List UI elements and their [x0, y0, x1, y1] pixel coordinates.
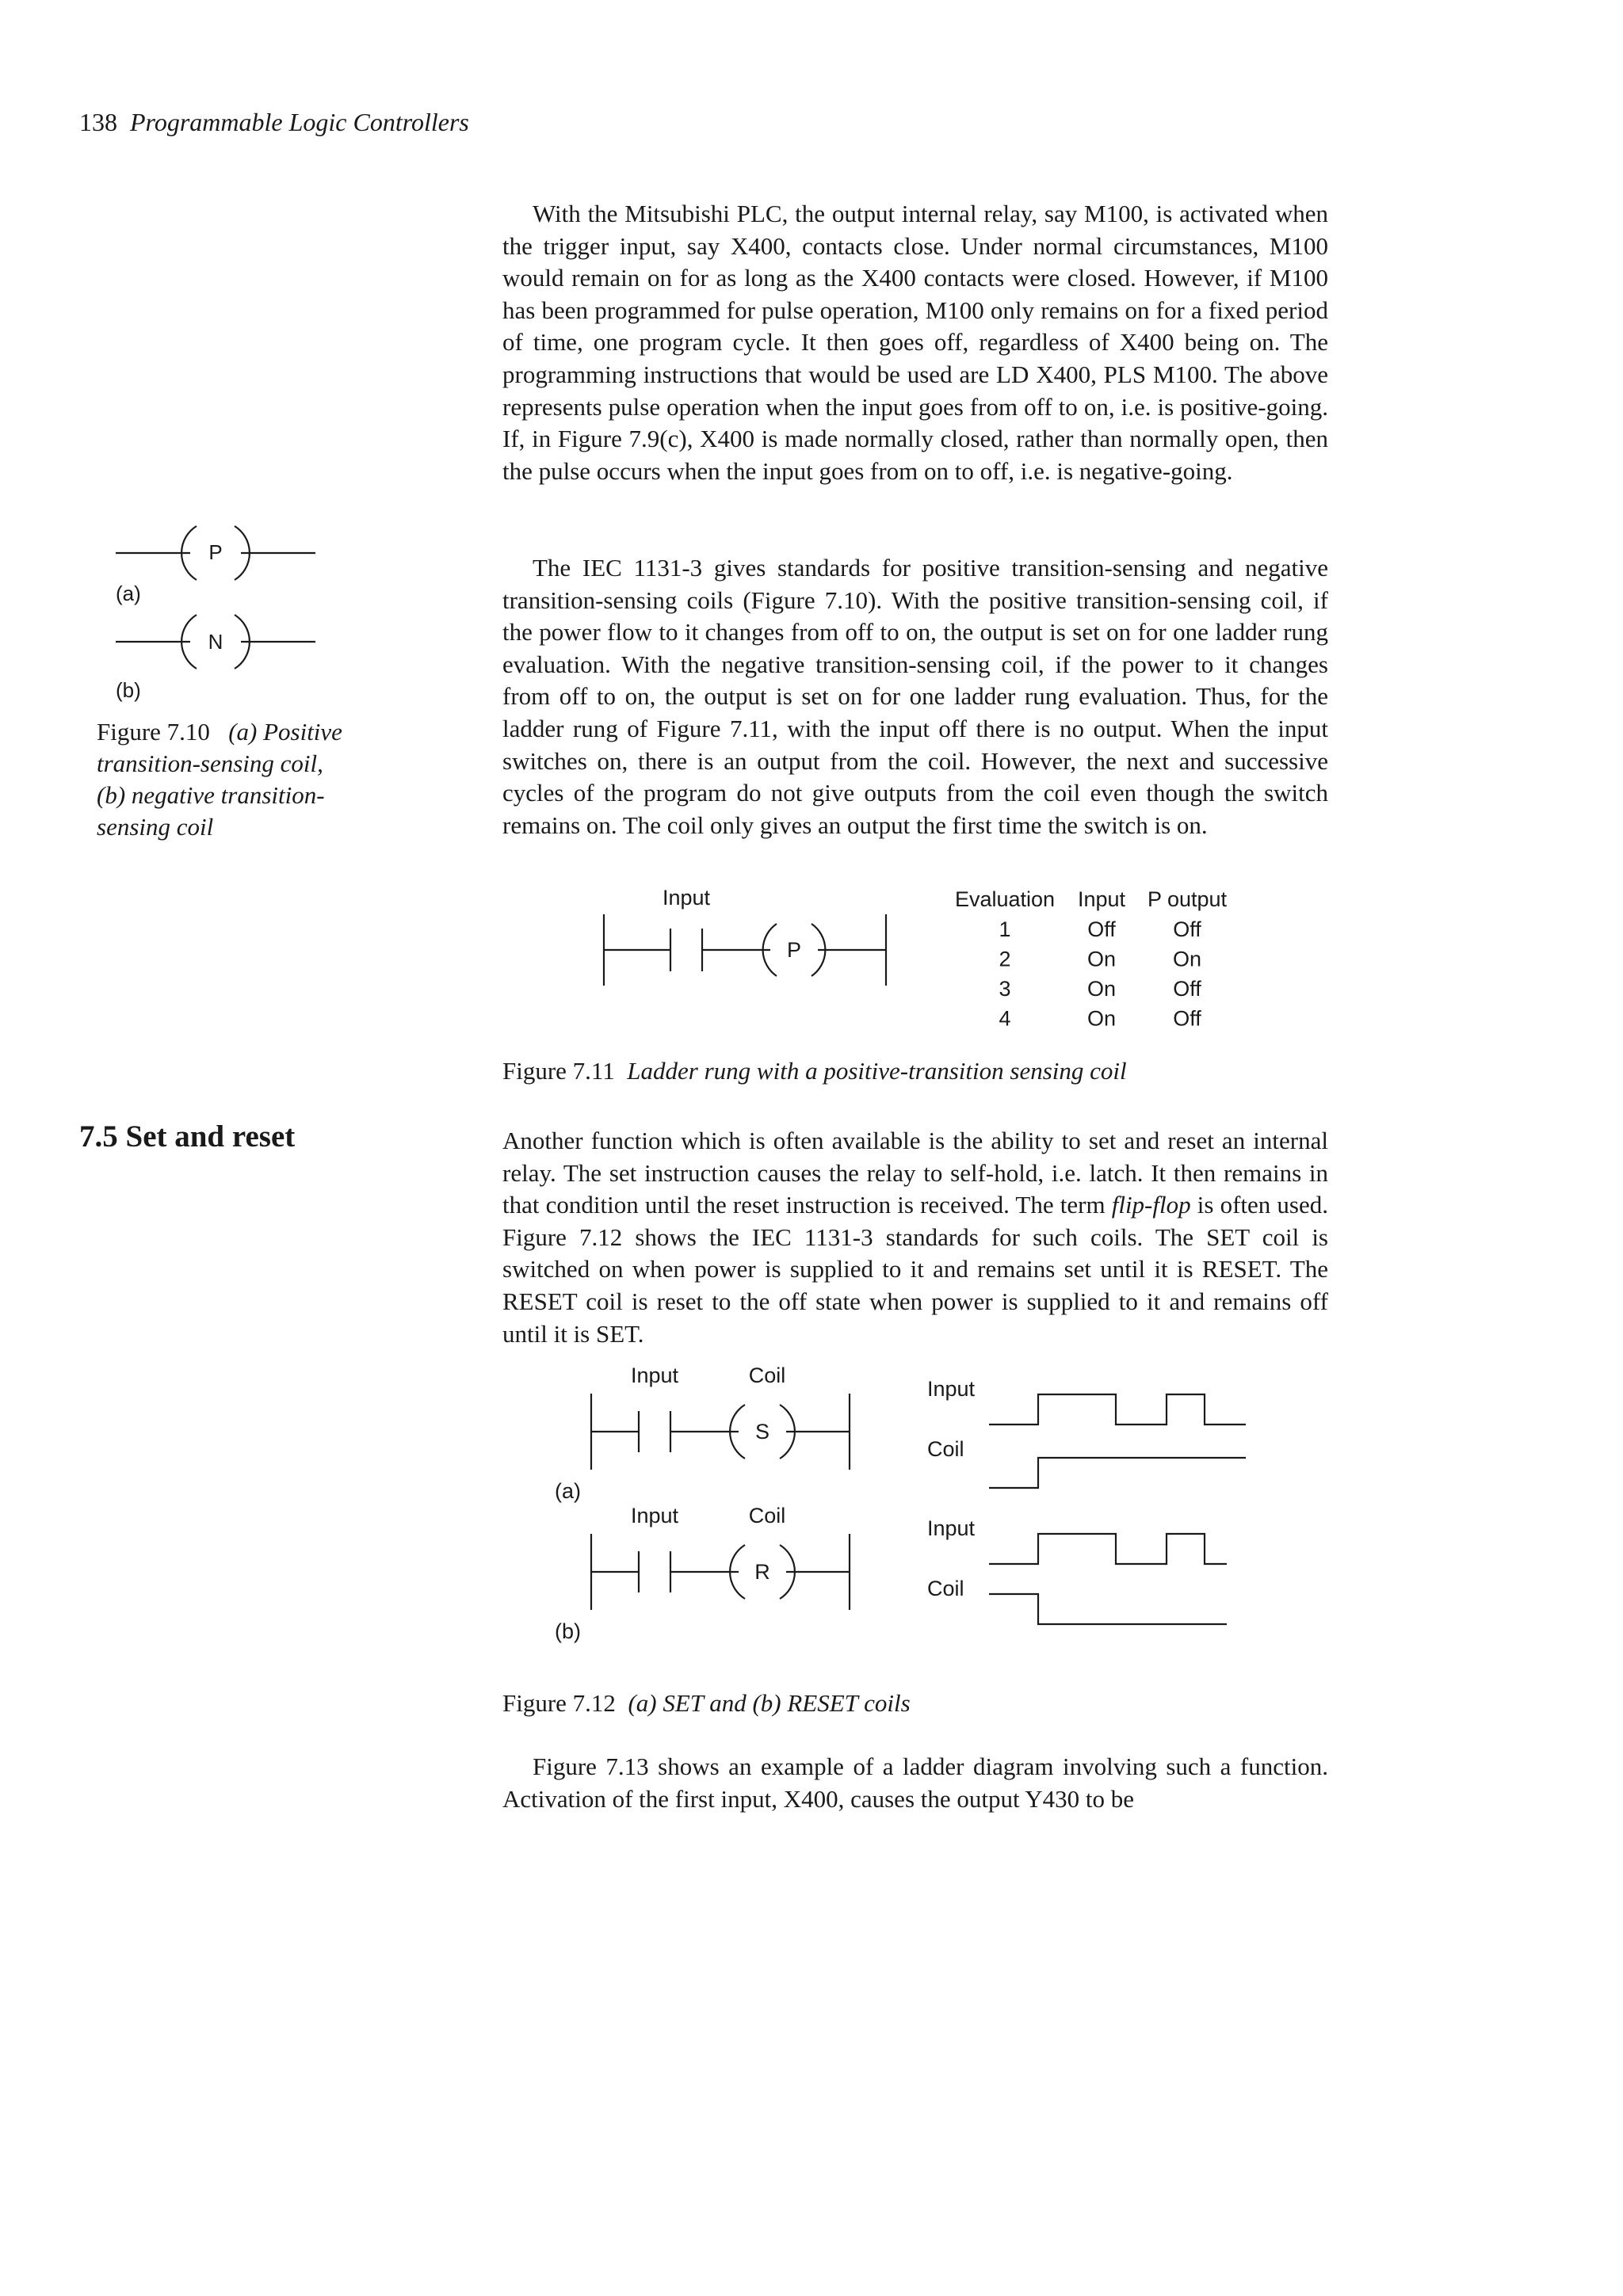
caption-number: Figure 7.10 [97, 718, 210, 746]
table-cell: Off [1173, 1006, 1201, 1031]
caption-number: Figure 7.11 [502, 1057, 615, 1085]
figure-7-10 [95, 507, 333, 705]
coil-label: Coil [748, 1363, 786, 1387]
input-label: Input [662, 886, 711, 910]
section-heading: 7.5 Set and reset [79, 1119, 296, 1154]
coil-letter-p: P [786, 938, 802, 962]
caption-text: (a) SET and (b) RESET coils [628, 1689, 911, 1717]
caption-line: sensing coil [97, 813, 214, 841]
paragraph-set-reset [502, 1125, 1328, 1350]
table-header: Evaluation [954, 887, 1056, 911]
table-cell: On [1086, 977, 1117, 1001]
table-cell: Off [1173, 977, 1201, 1001]
caption-line: transition-sensing coil, [97, 749, 323, 777]
input-label: Input [630, 1504, 679, 1527]
wave-coil-label: Coil [927, 1437, 964, 1461]
running-head [79, 108, 469, 137]
caption-text: Ladder rung with a positive-transition sensing coil [627, 1057, 1127, 1085]
figure-7-12-set-waveforms [919, 1371, 1268, 1505]
table-cell: On [1086, 1006, 1117, 1031]
wave-input-label: Input [927, 1516, 976, 1540]
table-cell: On [1172, 947, 1202, 971]
term-flip-flop: flip-flop [1111, 1191, 1191, 1219]
paragraph-pulse-operation: With the Mitsubishi PLC, the output internal relay, say M100, is activated when the trigger input, say X400, contacts close. Under normal circumstances, M100 would remain on for as long as the X400 contacts were closed. However, if M100 has been programmed for pulse operation, M100 only remains on for a fixed period of time, one program cycle. It then goes off, regardless of X400 being on. The programming instructions that would be used are LD X400, PLS M100. The above represents pulse operation when the input goes from off to on, i.e. is positive-going. If, in Figure 7.9(c), X400 is made normally closed, rather than normally open, then the pulse occurs when the input goes from on to off, i.e. is negative-going. [502, 200, 1328, 485]
table-cell: 4 [999, 1006, 1011, 1031]
coil-waveform [989, 1594, 1227, 1624]
caption-line: (a) Positive [228, 718, 342, 746]
coil-letter-s: S [754, 1420, 770, 1444]
page-number: 138 [79, 108, 117, 136]
input-contact [670, 929, 702, 971]
figure-7-12-set-rung [539, 1359, 872, 1509]
input-waveform [989, 1534, 1227, 1564]
coil-letter-r: R [754, 1560, 770, 1584]
label-a: (a) [555, 1479, 581, 1503]
figure-7-12-reset-waveforms [919, 1510, 1268, 1645]
paragraph-text: Another function which is often available is the ability to set and reset an internal relay. The set instruction causes the relay to self-hold, i.e. latch. It then remains in that condition until the reset instruction is received. The term [502, 1127, 1328, 1219]
paragraph-figure-7-13-intro: Figure 7.13 shows an example of a ladder diagram involving such a function. Activation of the first input, X400, causes the output Y430 to be [502, 1753, 1328, 1813]
table-cell: 3 [999, 977, 1011, 1001]
coil-waveform [989, 1458, 1246, 1488]
table-header: P output [1147, 887, 1228, 911]
table-cell: Off [1173, 917, 1201, 941]
coil-letter-n: N [208, 630, 223, 654]
figure-7-12-caption [502, 1688, 911, 1719]
input-waveform [989, 1394, 1246, 1425]
paragraph-text: is often used. Figure 7.12 shows the IEC 1131-3 standards for such coils. The SET coil is switched on when power is supplied to it and remains set until it is RESET. The RESET coil is reset to the off state when power is supplied to it and remains off until it is SET. [502, 1191, 1328, 1348]
figure-7-10-caption [97, 716, 398, 843]
label-b: (b) [555, 1619, 581, 1643]
book-title: Programmable Logic Controllers [130, 108, 469, 136]
label-a: (a) [116, 582, 141, 605]
coil-label: Coil [748, 1504, 786, 1527]
table-cell: 1 [999, 917, 1011, 941]
figure-7-11-evaluation-table [935, 879, 1268, 1038]
paragraph-transition-coils: The IEC 1131-3 gives standards for positive transition-sensing and negative transition-sensing coils (Figure 7.10). With the positive transition-sensing coil, if the power flow to it changes from off to on, the output is set on for one ladder rung evaluation. With the negative transition-sensing coil, if the power to it changes from off to on, the output is set on for one ladder rung evaluation. Thus, for the ladder rung of Figure 7.11, with the input off there is no output. When the input switches on, there is an output from the coil. However, the next and successive cycles of the program do not give outputs from the coil even though the switch remains on. The coil only gives an output the first time the switch is on. [502, 554, 1328, 839]
label-b: (b) [116, 678, 141, 702]
negative-coil-symbol [116, 615, 315, 669]
coil-letter-p: P [208, 540, 223, 564]
caption-line: (b) negative transition- [97, 781, 325, 809]
caption-number: Figure 7.12 [502, 1689, 616, 1717]
table-cell: 2 [999, 947, 1011, 971]
wave-coil-label: Coil [927, 1577, 964, 1600]
table-cell: On [1086, 947, 1117, 971]
positive-coil-symbol [116, 526, 315, 580]
figure-7-11-caption [502, 1055, 1127, 1087]
figure-7-11-ladder-rung [586, 879, 919, 1006]
table-header: Input [1077, 887, 1126, 911]
table-cell: Off [1087, 917, 1116, 941]
wave-input-label: Input [927, 1377, 976, 1401]
input-label: Input [630, 1363, 679, 1387]
figure-7-12-reset-rung [539, 1499, 872, 1650]
